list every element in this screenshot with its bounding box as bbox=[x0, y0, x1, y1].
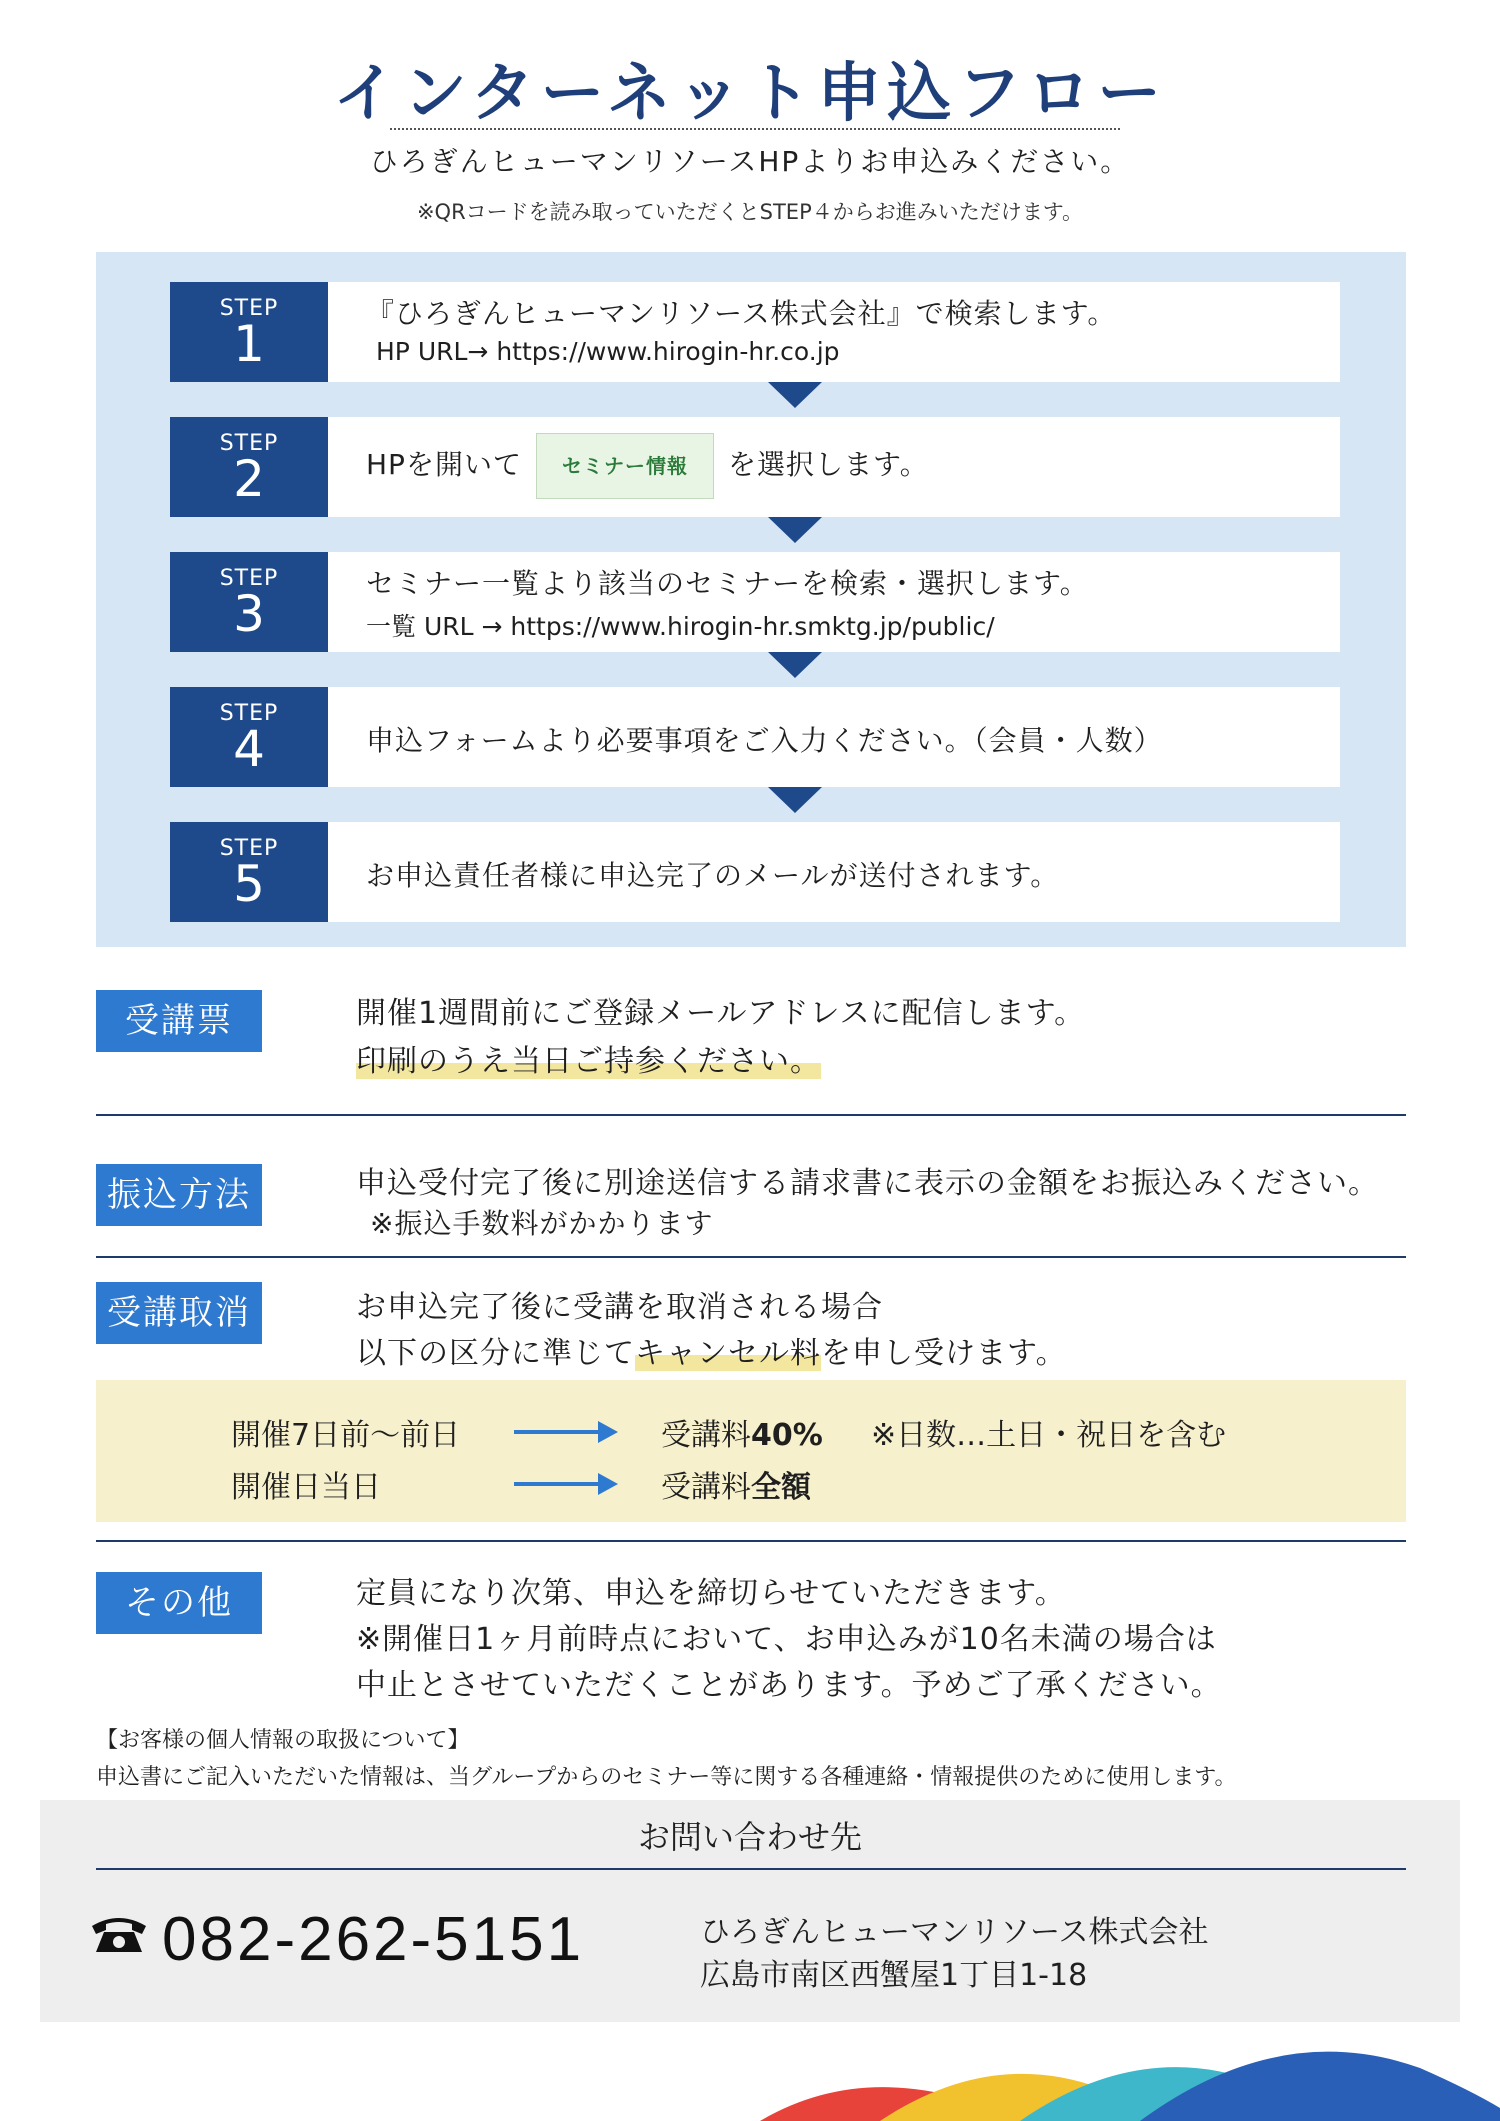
fee-prefix: 受講料 bbox=[661, 1470, 751, 1505]
other-tag: その他 bbox=[96, 1572, 262, 1634]
ticket-line-2-highlight: 印刷のうえ当日ご持参ください。 bbox=[356, 1044, 821, 1079]
step-label: STEP bbox=[219, 701, 279, 726]
cancel-fee-highlight: キャンセル料 bbox=[635, 1336, 821, 1371]
arrow-right-icon bbox=[514, 1430, 614, 1434]
arrow-down-icon bbox=[768, 652, 822, 678]
decorative-waves bbox=[760, 2028, 1500, 2121]
other-line-3: 中止とさせていただくことがあります。予めご了承ください。 bbox=[356, 1668, 1222, 1703]
step-label: STEP bbox=[219, 566, 279, 591]
cancel-row-1-fee bbox=[661, 1410, 823, 1454]
payment-line-1: 申込受付完了後に別途送信する請求書に表示の金額をお振込みください。 bbox=[356, 1166, 1379, 1201]
step-2-text-before: HPを開いて bbox=[366, 448, 522, 481]
step-label: STEP bbox=[219, 431, 279, 456]
title-divider bbox=[390, 128, 1120, 130]
step-4-text: 申込フォームより必要事項をご入力ください。（会員・人数） bbox=[366, 724, 1163, 757]
step-1-badge bbox=[170, 282, 328, 382]
privacy-body: 申込書にご記入いただいた情報は、当グループからのセミナー等に関する各種連絡・情報提供のために使用します。 bbox=[96, 1765, 1237, 1790]
step-label: STEP bbox=[219, 296, 279, 321]
ticket-line-1: 開催1週間前にご登録メールアドレスに配信します。 bbox=[356, 996, 1086, 1031]
step-3-badge bbox=[170, 552, 328, 652]
step-number: 2 bbox=[233, 450, 265, 508]
step-1-url[interactable]: HP URL→ https://www.hirogin-hr.co.jp bbox=[376, 337, 840, 366]
contact-heading: お問い合わせ先 bbox=[637, 1818, 862, 1856]
phone-number[interactable] bbox=[88, 1900, 584, 1975]
privacy-heading: 【お客様の個人情報の取扱について】 bbox=[96, 1728, 470, 1753]
cancel-row-2-period: 開催日当日 bbox=[231, 1470, 381, 1505]
step-label: STEP bbox=[219, 836, 279, 861]
step-2-box bbox=[328, 417, 1340, 517]
fee-prefix: 受講料 bbox=[661, 1418, 751, 1453]
arrow-down-icon bbox=[768, 517, 822, 543]
cancel-fee-panel bbox=[96, 1380, 1406, 1522]
section-divider bbox=[96, 1114, 1406, 1116]
step-5-box bbox=[328, 822, 1340, 922]
cancel-row-2-fee bbox=[661, 1462, 811, 1506]
ticket-line-2 bbox=[356, 1036, 821, 1080]
arrow-right-icon bbox=[514, 1482, 614, 1486]
step-5-text: お申込責任者様に申込完了のメールが送付されます。 bbox=[366, 859, 1060, 892]
page-subtitle: ひろぎんヒューマンリソースHPよりお申込みください。 bbox=[369, 145, 1131, 178]
contact-divider bbox=[96, 1868, 1406, 1870]
step-number: 5 bbox=[233, 855, 265, 913]
section-divider bbox=[96, 1540, 1406, 1542]
cancel-row-1-period: 開催7日前～前日 bbox=[231, 1418, 461, 1453]
company-address: 広島市南区西蟹屋1丁目1-18 bbox=[700, 1958, 1088, 1993]
phone-icon bbox=[88, 1900, 150, 1971]
ticket-tag: 受講票 bbox=[96, 990, 262, 1052]
step-2-badge bbox=[170, 417, 328, 517]
cancel-row-1-note: ※日数…土日・祝日を含む bbox=[871, 1418, 1227, 1453]
step-1-box bbox=[328, 282, 1340, 382]
step-3-url[interactable]: 一覧 URL → https://www.hirogin-hr.smktg.jp/public/ bbox=[366, 612, 995, 641]
phone-text: 082-262-5151 bbox=[162, 1905, 585, 1974]
cancel-line-2-after: を申し受けます。 bbox=[821, 1336, 1067, 1371]
other-line-2: ※開催日1ヶ月前時点において、お申込みが10名未満の場合は bbox=[356, 1622, 1217, 1657]
step-number: 1 bbox=[233, 315, 265, 373]
cancel-tag: 受講取消 bbox=[96, 1282, 262, 1344]
flow-panel bbox=[96, 252, 1406, 947]
step-number: 4 bbox=[233, 720, 265, 778]
page-title: インターネット申込フロー bbox=[332, 57, 1168, 131]
step-1-text: 『ひろぎんヒューマンリソース株式会社』で検索します。 bbox=[366, 297, 1117, 330]
step-5-badge bbox=[170, 822, 328, 922]
step-2-text-after: を選択します。 bbox=[727, 448, 929, 481]
step-3-box bbox=[328, 552, 1340, 652]
step-4-box bbox=[328, 687, 1340, 787]
step-4-badge bbox=[170, 687, 328, 787]
cancel-line-2-before: 以下の区分に準じて bbox=[356, 1336, 635, 1371]
cancel-line-1: お申込完了後に受講を取消される場合 bbox=[356, 1290, 883, 1325]
step-2-text bbox=[366, 433, 929, 499]
cancel-line-2 bbox=[356, 1328, 1067, 1372]
qr-note: ※QRコードを読み取っていただくとSTEP４からお進みいただけます。 bbox=[416, 200, 1084, 224]
fee-value: 全額 bbox=[751, 1470, 811, 1505]
step-number: 3 bbox=[233, 585, 265, 643]
step-3-text: セミナー一覧より該当のセミナーを検索・選択します。 bbox=[366, 567, 1089, 600]
fee-value: 40% bbox=[751, 1418, 823, 1453]
seminar-info-button[interactable]: セミナー情報 bbox=[536, 433, 714, 499]
arrow-down-icon bbox=[768, 382, 822, 408]
section-divider bbox=[96, 1256, 1406, 1258]
payment-tag: 振込方法 bbox=[96, 1164, 262, 1226]
other-line-1: 定員になり次第、申込を締切らせていただきます。 bbox=[356, 1576, 1066, 1611]
payment-line-2: ※振込手数料がかかります bbox=[370, 1207, 714, 1240]
arrow-down-icon bbox=[768, 787, 822, 813]
company-name: ひろぎんヒューマンリソース株式会社 bbox=[700, 1915, 1209, 1950]
